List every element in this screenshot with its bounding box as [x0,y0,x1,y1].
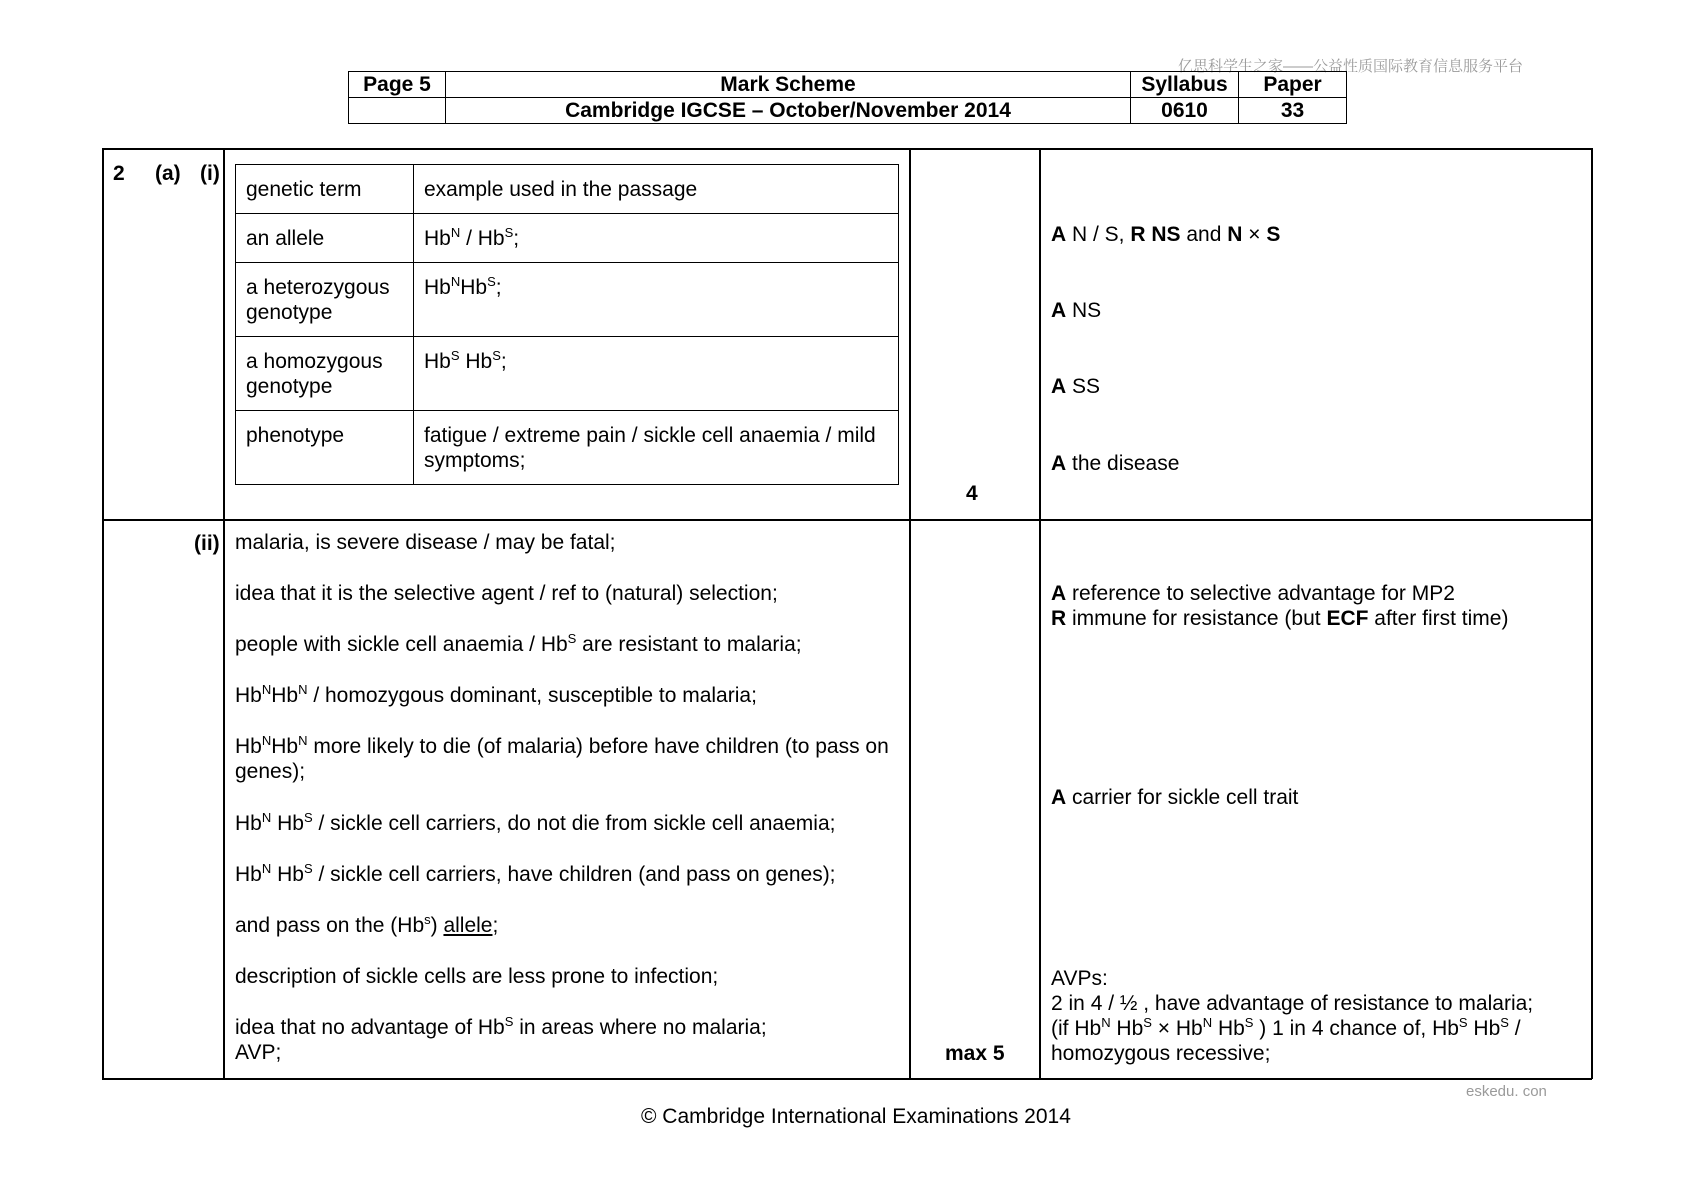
header-table [348,71,1347,124]
header-blank [349,98,446,124]
marking-point: $Hb^NHb^N$ / homozygous dominant, susceptible to malaria; [235,682,757,707]
marking-point: description of sickle cells are less prone to infection; [235,965,719,988]
header-exam: Cambridge IGCSE – October/November 2014 [446,98,1131,124]
table-cell-term: a heterozygous genotype [236,263,414,337]
table-cell-example: fatigue / extreme pain / sickle cell anaemia / mild symptoms; [414,411,899,485]
marking-point: and pass on the (Hb$^s$) allele; [235,912,499,937]
table-cell-example: $Hb^S$ $Hb^S$; [414,337,899,411]
header-page: Page 5 [349,72,446,98]
guidance-line: A carrier for sickle cell trait [1051,786,1299,809]
marking-point: $Hb^N$ $Hb^S$ / sickle cell carriers, have children (and pass on genes); [235,861,836,886]
header-paper: 33 [1239,98,1347,124]
grid-col-3 [1039,148,1041,1079]
question-sub-ii: (ii) [194,532,220,555]
genetic-terms-table [235,164,899,485]
table-cell-example: $Hb^N / Hb^S$; [414,214,899,263]
guidance-line: A NS [1051,299,1102,322]
marking-point: people with sickle cell anaemia / $Hb^S$ are resistant to malaria; [235,631,802,656]
header-mark-scheme: Mark Scheme [446,72,1131,98]
marking-point: idea that no advantage of $Hb^S$ in areas where no malaria; [235,1014,767,1039]
header-syllabus: 0610 [1131,98,1239,124]
watermark-bottom: eskedu. con [1466,1083,1547,1100]
part-i-marks: 4 [966,482,978,505]
grid-col-2 [909,148,911,1079]
header-syllabus-label: Syllabus [1131,72,1239,98]
grid-col-1 [223,148,225,1079]
table-header-term: genetic term [236,165,414,214]
grid-left [102,148,104,1079]
table-cell-example: $Hb^NHb^S$; [414,263,899,337]
guidance-line: A N / S, R NS and N × S [1051,223,1281,246]
guidance-line: (if $Hb^N$ $Hb^S \times Hb^N$ $Hb^S$ ) 1 in 4 chance of, $Hb^S$ $Hb^S$ / homozygous recessive; [1051,1015,1521,1065]
marking-point: malaria, is severe disease / may be fatal; [235,531,616,554]
guidance-line: AVPs: [1051,967,1108,990]
guidance-line: 2 in 4 / ½ , have advantage of resistance to malaria; [1051,992,1534,1015]
footer-copyright: © Cambridge International Examinations 2014 [641,1105,1071,1128]
question-part: (a) [155,162,181,185]
table-cell-term: a homozygous genotype [236,337,414,411]
grid-mid [102,519,1592,521]
guidance-line: R immune for resistance (but ECF after first time) [1051,607,1509,630]
table-cell-term: an allele [236,214,414,263]
table-header-example: example used in the passage [414,165,899,214]
question-number: 2 [113,162,125,185]
part-ii-marks: max 5 [945,1042,1005,1065]
guidance-line: A SS [1051,375,1101,398]
grid-bottom [102,1078,1592,1080]
guidance-line: A the disease [1051,452,1180,475]
marking-point: $Hb^N$ $Hb^S$ / sickle cell carriers, do not die from sickle cell anaemia; [235,810,836,835]
grid-top [102,148,1592,150]
header-paper-label: Paper [1239,72,1347,98]
marking-point: $Hb^NHb^N$ more likely to die (of malaria) before have children (to pass on genes); [235,733,889,783]
marking-point: AVP; [235,1041,282,1064]
table-cell-term: phenotype [236,411,414,485]
marking-point: idea that it is the selective agent / ref to (natural) selection; [235,582,778,605]
watermark-top: 亿思科学生之家——公益性质国际教育信息服务平台 [1178,58,1524,75]
guidance-line: A reference to selective advantage for MP2 [1051,582,1455,605]
question-sub-i: (i) [200,162,220,185]
